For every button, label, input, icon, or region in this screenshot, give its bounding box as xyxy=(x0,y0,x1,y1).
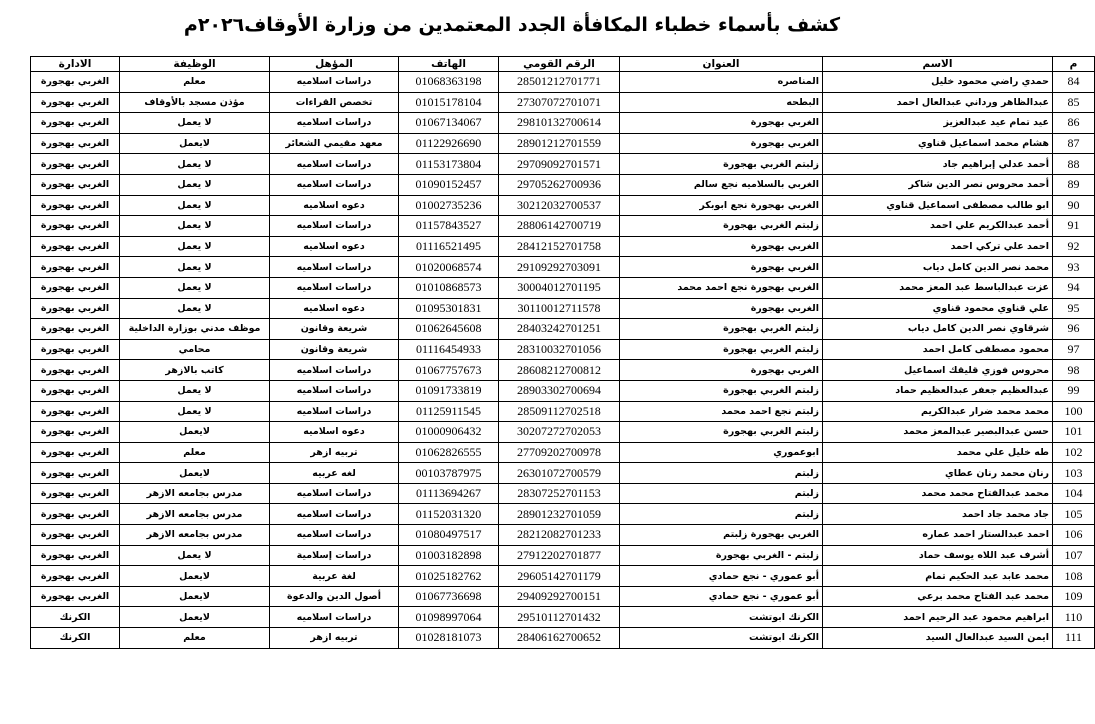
cell-national-id: 29109292703091 xyxy=(499,257,620,278)
cell-admin: الكرنك xyxy=(31,628,120,649)
cell-qualification: معهد مقيمي الشعائر xyxy=(270,133,399,154)
header-qualification: المؤهل xyxy=(270,57,399,72)
cell-national-id: 28901212701559 xyxy=(499,133,620,154)
cell-phone: 01015178104 xyxy=(399,92,499,113)
table-row xyxy=(31,113,1095,134)
cell-national-id: 29709092701571 xyxy=(499,154,620,175)
cell-phone: 01157843527 xyxy=(399,216,499,237)
cell-qualification: شريعة وقانون xyxy=(270,339,399,360)
cell-phone: 01125911545 xyxy=(399,401,499,422)
table-row xyxy=(31,257,1095,278)
cell-admin: الغربي بهجورة xyxy=(31,401,120,422)
cell-qualification: تخصص القراءات xyxy=(270,92,399,113)
cell-qualification: دعوه اسلاميه xyxy=(270,195,399,216)
cell-job: لايعمل xyxy=(120,586,270,607)
cell-name: عيد تمام عيد عبدالعزيز xyxy=(823,113,1053,134)
cell-phone: 01020068574 xyxy=(399,257,499,278)
cell-address: الغربي بهجورة xyxy=(620,133,823,154)
cell-national-id: 28310032701056 xyxy=(499,339,620,360)
cell-national-id: 30110012711578 xyxy=(499,298,620,319)
cell-admin: الغربي بهجورة xyxy=(31,195,120,216)
cell-national-id: 28403242701251 xyxy=(499,319,620,340)
cell-name: حسن عبدالبصير عبدالمعز محمد xyxy=(823,422,1053,443)
cell-phone: 01153173804 xyxy=(399,154,499,175)
cell-phone: 01000906432 xyxy=(399,422,499,443)
table-row xyxy=(31,298,1095,319)
cell-num: 84 xyxy=(1053,72,1095,93)
cell-phone: 01091733819 xyxy=(399,380,499,401)
cell-phone: 01122926690 xyxy=(399,133,499,154)
cell-job: معلم xyxy=(120,628,270,649)
cell-job: لا يعمل xyxy=(120,154,270,175)
cell-national-id: 28901232701059 xyxy=(499,504,620,525)
cell-qualification: دعوه اسلاميه xyxy=(270,236,399,257)
cell-job: لايعمل xyxy=(120,133,270,154)
cell-num: 105 xyxy=(1053,504,1095,525)
cell-name: عزت عبدالباسط عبد المعز محمد xyxy=(823,277,1053,298)
cell-qualification: لغة عربية xyxy=(270,566,399,587)
cell-phone: 00103787975 xyxy=(399,463,499,484)
cell-num: 100 xyxy=(1053,401,1095,422)
table-row xyxy=(31,277,1095,298)
cell-admin: الغربي بهجورة xyxy=(31,566,120,587)
cell-num: 96 xyxy=(1053,319,1095,340)
cell-national-id: 30004012701195 xyxy=(499,277,620,298)
cell-qualification: دراسات اسلاميه xyxy=(270,113,399,134)
cell-qualification: دراسات اسلاميه xyxy=(270,401,399,422)
cell-name: محمد محمد ضرار عبدالكريم xyxy=(823,401,1053,422)
cell-num: 109 xyxy=(1053,586,1095,607)
cell-name: هشام محمد اسماعيل قناوي xyxy=(823,133,1053,154)
cell-name: أشرف عبد اللاه يوسف حماد xyxy=(823,545,1053,566)
cell-num: 103 xyxy=(1053,463,1095,484)
cell-admin: الغربي بهجورة xyxy=(31,174,120,195)
cell-qualification: دراسات إسلامية xyxy=(270,545,399,566)
cell-qualification: دعوه اسلاميه xyxy=(270,422,399,443)
cell-admin: الغربي بهجورة xyxy=(31,422,120,443)
cell-admin: الغربي بهجورة xyxy=(31,545,120,566)
cell-name: محمد عابد عبد الحكيم تمام xyxy=(823,566,1053,587)
cell-num: 107 xyxy=(1053,545,1095,566)
cell-job: لا يعمل xyxy=(120,195,270,216)
cell-address: زلبتم نجع احمد محمد xyxy=(620,401,823,422)
cell-name: جاد محمد جاد احمد xyxy=(823,504,1053,525)
cell-qualification: دراسات اسلاميه xyxy=(270,483,399,504)
cell-address: الغربي بهجورة نجع احمد محمد xyxy=(620,277,823,298)
cell-national-id: 28307252701153 xyxy=(499,483,620,504)
cell-num: 88 xyxy=(1053,154,1095,175)
cell-address: البطحه xyxy=(620,92,823,113)
cell-name: محروس فوزي قليقك اسماعيل xyxy=(823,360,1053,381)
cell-address: زلبتم xyxy=(620,504,823,525)
cell-national-id: 27709202700978 xyxy=(499,442,620,463)
cell-phone: 01025182762 xyxy=(399,566,499,587)
cell-name: محمود مصطفى كامل احمد xyxy=(823,339,1053,360)
cell-job: لايعمل xyxy=(120,422,270,443)
cell-name: ابراهيم محمود عبد الرحيم احمد xyxy=(823,607,1053,628)
cell-admin: الغربي بهجورة xyxy=(31,236,120,257)
table-row xyxy=(31,174,1095,195)
header-num: م xyxy=(1053,57,1095,72)
cell-num: 94 xyxy=(1053,277,1095,298)
cell-qualification: تربيه ازهر xyxy=(270,442,399,463)
cell-qualification: دراسات اسلاميه xyxy=(270,360,399,381)
cell-address: الغربي بهجورة نجع ابوبكر xyxy=(620,195,823,216)
cell-admin: الغربي بهجورة xyxy=(31,339,120,360)
cell-qualification: تربيه ازهر xyxy=(270,628,399,649)
cell-phone: 01098997064 xyxy=(399,607,499,628)
cell-num: 86 xyxy=(1053,113,1095,134)
cell-address: الغربي بهجورة xyxy=(620,360,823,381)
table-row xyxy=(31,422,1095,443)
table-row xyxy=(31,607,1095,628)
cell-admin: الغربي بهجورة xyxy=(31,154,120,175)
cell-num: 111 xyxy=(1053,628,1095,649)
cell-national-id: 29409292700151 xyxy=(499,586,620,607)
cell-address: الغربي بهجورة xyxy=(620,298,823,319)
cell-phone: 01028181073 xyxy=(399,628,499,649)
cell-num: 102 xyxy=(1053,442,1095,463)
cell-phone: 01080497517 xyxy=(399,525,499,546)
cell-phone: 01002735236 xyxy=(399,195,499,216)
cell-admin: الغربي بهجورة xyxy=(31,442,120,463)
cell-job: لايعمل xyxy=(120,566,270,587)
table-row xyxy=(31,463,1095,484)
cell-admin: الغربي بهجورة xyxy=(31,319,120,340)
cell-address: الكرنك ابوتشت xyxy=(620,628,823,649)
cell-num: 110 xyxy=(1053,607,1095,628)
cell-job: لايعمل xyxy=(120,607,270,628)
cell-address: زلبتم الغربي بهجورة xyxy=(620,216,823,237)
cell-national-id: 26301072700579 xyxy=(499,463,620,484)
cell-num: 95 xyxy=(1053,298,1095,319)
cell-national-id: 28212082701233 xyxy=(499,525,620,546)
cell-phone: 01152031320 xyxy=(399,504,499,525)
cell-admin: الغربي بهجورة xyxy=(31,113,120,134)
cell-name: طه خليل علي محمد xyxy=(823,442,1053,463)
header-address: العنوان xyxy=(620,57,823,72)
cell-job: لا يعمل xyxy=(120,401,270,422)
cell-job: لا يعمل xyxy=(120,236,270,257)
cell-address: زلبتم xyxy=(620,483,823,504)
cell-num: 97 xyxy=(1053,339,1095,360)
cell-job: لا يعمل xyxy=(120,257,270,278)
cell-name: رنان محمد رنان عطاي xyxy=(823,463,1053,484)
cell-qualification: دراسات اسلاميه xyxy=(270,380,399,401)
cell-num: 92 xyxy=(1053,236,1095,257)
cell-national-id: 29810132700614 xyxy=(499,113,620,134)
cell-address: الغربي بهجورة xyxy=(620,236,823,257)
cell-job: لا يعمل xyxy=(120,298,270,319)
cell-job: لا يعمل xyxy=(120,216,270,237)
cell-national-id: 28806142700719 xyxy=(499,216,620,237)
table-row xyxy=(31,483,1095,504)
cell-admin: الكرنك xyxy=(31,607,120,628)
cell-admin: الغربي بهجورة xyxy=(31,72,120,93)
cell-address: زلبتم xyxy=(620,463,823,484)
header-job: الوظيفة xyxy=(120,57,270,72)
cell-admin: الغربي بهجورة xyxy=(31,586,120,607)
cell-address: زلبتم الغربي بهجورة xyxy=(620,422,823,443)
cell-phone: 01113694267 xyxy=(399,483,499,504)
table-row xyxy=(31,504,1095,525)
page-title: كشف بأسماء خطباء المكافأة الجدد المعتمدين من وزارة الأوقاف٢٠٢٦م xyxy=(183,14,841,36)
cell-admin: الغربي بهجورة xyxy=(31,257,120,278)
cell-name: محمد عبد الفتاح محمد برعي xyxy=(823,586,1053,607)
cell-national-id: 28903302700694 xyxy=(499,380,620,401)
table-row xyxy=(31,92,1095,113)
header-phone: الهاتف xyxy=(399,57,499,72)
cell-num: 89 xyxy=(1053,174,1095,195)
cell-qualification: دراسات اسلاميه xyxy=(270,257,399,278)
cell-admin: الغربي بهجورة xyxy=(31,483,120,504)
cell-qualification: دعوه اسلاميه xyxy=(270,298,399,319)
cell-phone: 01067736698 xyxy=(399,586,499,607)
cell-qualification: دراسات اسلاميه xyxy=(270,72,399,93)
cell-name: أحمد عدلي إبراهيم جاد xyxy=(823,154,1053,175)
cell-phone: 01116454933 xyxy=(399,339,499,360)
cell-name: عبدالعظيم جعفر عبدالعظيم حماد xyxy=(823,380,1053,401)
table-row xyxy=(31,360,1095,381)
cell-national-id: 28608212700812 xyxy=(499,360,620,381)
cell-address: أبو عموري - نجع حمادي xyxy=(620,566,823,587)
cell-national-id: 27912202701877 xyxy=(499,545,620,566)
cell-name: شرقاوي نصر الدين كامل دياب xyxy=(823,319,1053,340)
table-row xyxy=(31,566,1095,587)
cell-phone: 01067757673 xyxy=(399,360,499,381)
cell-national-id: 29705262700936 xyxy=(499,174,620,195)
cell-num: 101 xyxy=(1053,422,1095,443)
cell-name: احمد علي تركي احمد xyxy=(823,236,1053,257)
table-row xyxy=(31,586,1095,607)
cell-job: معلم xyxy=(120,72,270,93)
cell-phone: 01068363198 xyxy=(399,72,499,93)
cell-address: الغربي بهجورة xyxy=(620,113,823,134)
cell-phone: 01010868573 xyxy=(399,277,499,298)
table-row xyxy=(31,401,1095,422)
cell-qualification: دراسات اسلاميه xyxy=(270,216,399,237)
cell-admin: الغربي بهجورة xyxy=(31,92,120,113)
table-row xyxy=(31,319,1095,340)
cell-admin: الغربي بهجورة xyxy=(31,380,120,401)
cell-phone: 01090152457 xyxy=(399,174,499,195)
cell-qualification: دراسات اسلاميه xyxy=(270,504,399,525)
cell-admin: الغربي بهجورة xyxy=(31,298,120,319)
cell-national-id: 28412152701758 xyxy=(499,236,620,257)
table-row xyxy=(31,72,1095,93)
header-name: الاسم xyxy=(823,57,1053,72)
cell-job: لا يعمل xyxy=(120,113,270,134)
cell-address: زلبتم - الغربي بهجورة xyxy=(620,545,823,566)
cell-admin: الغربي بهجورة xyxy=(31,525,120,546)
cell-job: لا يعمل xyxy=(120,380,270,401)
cell-name: أحمد عبدالكريم علي احمد xyxy=(823,216,1053,237)
cell-national-id: 28406162700652 xyxy=(499,628,620,649)
cell-num: 99 xyxy=(1053,380,1095,401)
cell-num: 108 xyxy=(1053,566,1095,587)
cell-job: معلم xyxy=(120,442,270,463)
cell-num: 93 xyxy=(1053,257,1095,278)
table-row xyxy=(31,339,1095,360)
cell-job: مدرس بجامعه الازهر xyxy=(120,525,270,546)
cell-num: 106 xyxy=(1053,525,1095,546)
cell-name: أحمد محروس نصر الدين شاكر xyxy=(823,174,1053,195)
table-row xyxy=(31,195,1095,216)
cell-national-id: 29510112701432 xyxy=(499,607,620,628)
cell-name: ابو طالب مصطفى اسماعيل قناوي xyxy=(823,195,1053,216)
cell-national-id: 28509112702518 xyxy=(499,401,620,422)
table-row xyxy=(31,545,1095,566)
cell-phone: 01003182898 xyxy=(399,545,499,566)
header-national-id: الرقم القومي xyxy=(499,57,620,72)
cell-admin: الغربي بهجورة xyxy=(31,463,120,484)
cell-phone: 01116521495 xyxy=(399,236,499,257)
cell-admin: الغربي بهجورة xyxy=(31,133,120,154)
cell-address: أبو عموري - نجع حمادي xyxy=(620,586,823,607)
table-header-row xyxy=(31,57,1095,72)
cell-name: حمدي راضي محمود خليل xyxy=(823,72,1053,93)
cell-phone: 01062826555 xyxy=(399,442,499,463)
header-admin: الادارة xyxy=(31,57,120,72)
cell-address: الغربي بالسلاميه نجع سالم xyxy=(620,174,823,195)
cell-address: زلبتم الغربي بهجورة xyxy=(620,154,823,175)
cell-qualification: دراسات اسلاميه xyxy=(270,154,399,175)
table-row xyxy=(31,154,1095,175)
cell-national-id: 30207272702053 xyxy=(499,422,620,443)
cell-job: لا يعمل xyxy=(120,545,270,566)
cell-phone: 01067134067 xyxy=(399,113,499,134)
cell-name: احمد عبدالستار احمد عماره xyxy=(823,525,1053,546)
cell-qualification: دراسات اسلاميه xyxy=(270,277,399,298)
cell-qualification: دراسات اسلاميه xyxy=(270,174,399,195)
cell-name: ايمن السيد عبدالعال السيد xyxy=(823,628,1053,649)
cell-admin: الغربي بهجورة xyxy=(31,504,120,525)
cell-address: زلبتم الغربي بهجورة xyxy=(620,380,823,401)
preachers-table xyxy=(30,56,1095,649)
cell-qualification: دراسات اسلاميه xyxy=(270,607,399,628)
cell-phone: 01062645608 xyxy=(399,319,499,340)
cell-job: مؤذن مسجد بالأوقاف xyxy=(120,92,270,113)
cell-job: لا يعمل xyxy=(120,277,270,298)
cell-job: موظف مدني بوزارة الداخلية xyxy=(120,319,270,340)
cell-admin: الغربي بهجورة xyxy=(31,360,120,381)
cell-qualification: أصول الدين والدعوة xyxy=(270,586,399,607)
cell-qualification: لغه عربيه xyxy=(270,463,399,484)
cell-phone: 01095301831 xyxy=(399,298,499,319)
cell-national-id: 30212032700537 xyxy=(499,195,620,216)
cell-num: 104 xyxy=(1053,483,1095,504)
table-row xyxy=(31,236,1095,257)
cell-qualification: شريعة وقانون xyxy=(270,319,399,340)
cell-job: مدرس بجامعه الازهر xyxy=(120,483,270,504)
cell-address: زلبتم الغربي بهجورة xyxy=(620,339,823,360)
table-row xyxy=(31,133,1095,154)
table-row xyxy=(31,442,1095,463)
cell-address: الكرنك ابوتشت xyxy=(620,607,823,628)
cell-job: مدرس بجامعه الازهر xyxy=(120,504,270,525)
cell-address: المناصره xyxy=(620,72,823,93)
table-row xyxy=(31,216,1095,237)
cell-job: لايعمل xyxy=(120,463,270,484)
cell-num: 98 xyxy=(1053,360,1095,381)
cell-name: محمد عبدالفتاح محمد محمد xyxy=(823,483,1053,504)
cell-national-id: 29605142701179 xyxy=(499,566,620,587)
cell-num: 85 xyxy=(1053,92,1095,113)
cell-admin: الغربي بهجورة xyxy=(31,216,120,237)
cell-name: عبدالظاهر ورداني عبدالعال احمد xyxy=(823,92,1053,113)
cell-address: زلبتم الغربي بهجورة xyxy=(620,319,823,340)
cell-qualification: دراسات اسلاميه xyxy=(270,525,399,546)
cell-national-id: 28501212701771 xyxy=(499,72,620,93)
table-row xyxy=(31,525,1095,546)
cell-num: 90 xyxy=(1053,195,1095,216)
cell-name: علي قناوي محمود قناوي xyxy=(823,298,1053,319)
cell-address: ابوعموري xyxy=(620,442,823,463)
cell-address: الغربي بهجورة زلبتم xyxy=(620,525,823,546)
cell-job: كاتب بالازهر xyxy=(120,360,270,381)
table-row xyxy=(31,380,1095,401)
cell-num: 91 xyxy=(1053,216,1095,237)
cell-address: الغربي بهجورة xyxy=(620,257,823,278)
cell-job: لا يعمل xyxy=(120,174,270,195)
cell-admin: الغربي بهجورة xyxy=(31,277,120,298)
table-row xyxy=(31,628,1095,649)
cell-num: 87 xyxy=(1053,133,1095,154)
cell-name: محمد نصر الدين كامل دياب xyxy=(823,257,1053,278)
cell-national-id: 27307072701071 xyxy=(499,92,620,113)
cell-job: محامي xyxy=(120,339,270,360)
